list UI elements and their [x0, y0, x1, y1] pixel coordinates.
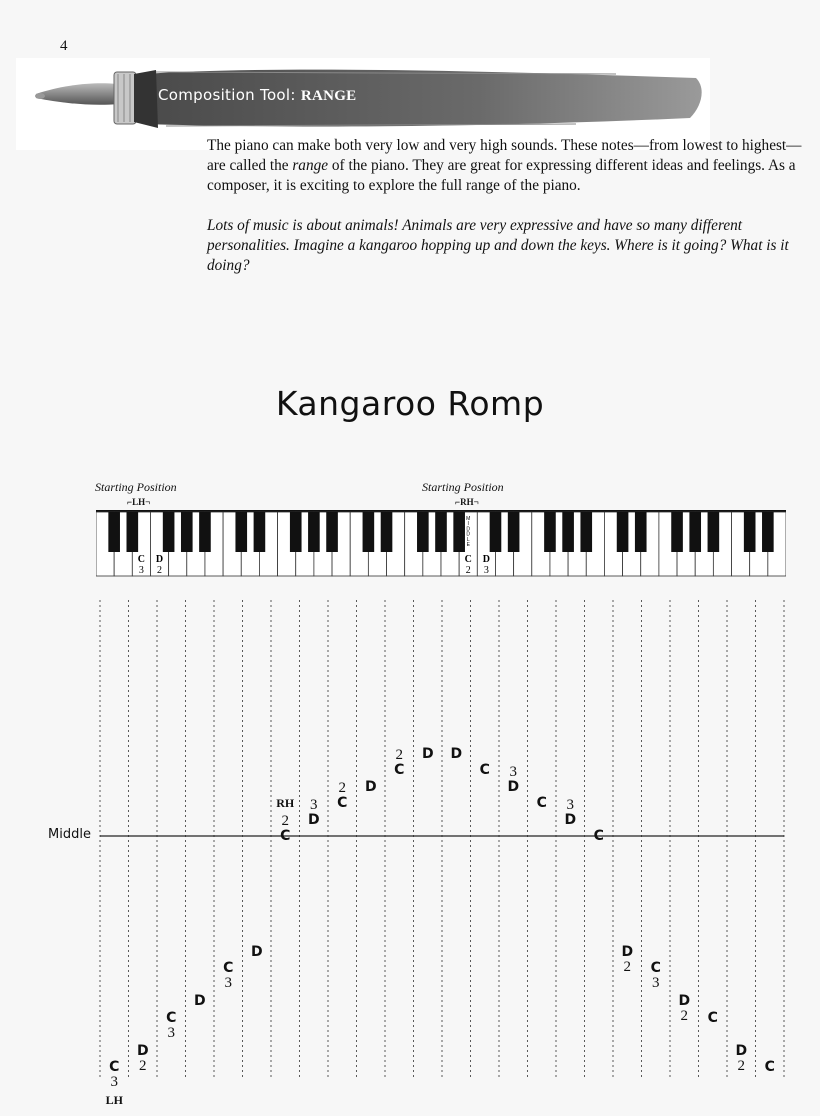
- rh-bracket-label: RH: [460, 497, 474, 507]
- piano-keyboard: [96, 510, 786, 578]
- note-c: C: [593, 828, 604, 844]
- rh-bracket: ⌐RH¬: [455, 497, 479, 507]
- finger-number: 3: [310, 796, 318, 813]
- black-key: [435, 512, 447, 552]
- black-key: [381, 512, 393, 552]
- black-key: [235, 512, 247, 552]
- finger-number: 2: [338, 780, 346, 796]
- finger-number: 3: [167, 1024, 175, 1041]
- black-key: [127, 512, 139, 552]
- black-key: [490, 512, 502, 552]
- lh-key-d-finger: 2: [157, 565, 163, 576]
- note-d: D: [450, 745, 463, 762]
- note-c: C: [707, 1009, 718, 1026]
- lh-key-c-finger: 3: [138, 565, 144, 576]
- finger-number: 2: [623, 958, 631, 975]
- middle-c-vertical-letter: I: [467, 521, 469, 528]
- note-d: D: [678, 993, 691, 1009]
- lh-key-d-note: D: [155, 554, 164, 565]
- intro-p1-a: The piano can make both very low and very high sounds. These notes—from lowest to highest—are called the: [207, 137, 802, 174]
- lh-key-c-note: C: [137, 554, 146, 565]
- finger-number: 2: [139, 1057, 147, 1074]
- finger-number: 3: [224, 975, 232, 991]
- black-key: [562, 512, 574, 552]
- lh-bracket-label: LH: [132, 497, 146, 507]
- black-key: [580, 512, 592, 552]
- black-key: [181, 512, 193, 552]
- black-key: [308, 512, 320, 552]
- finger-number: 3: [110, 1074, 118, 1090]
- black-key: [363, 512, 375, 552]
- intro-p1-b: of the piano. They are great for expressing different ideas and feelings. As a composer, it is exciting to explore the full range of the piano.: [207, 157, 796, 194]
- note-c: C: [337, 795, 348, 811]
- note-d: D: [564, 811, 577, 828]
- song-title: Kangaroo Romp: [275, 384, 545, 423]
- lh-bracket: ⌐LH¬: [127, 497, 151, 507]
- middle-c-key-finger: 2: [465, 565, 471, 576]
- black-key: [617, 512, 629, 552]
- middle-line-label: Middle: [48, 827, 91, 842]
- finger-number: 2: [395, 747, 403, 763]
- note-d: D: [421, 745, 434, 762]
- hand-label-lh: LH: [105, 1093, 123, 1107]
- note-c: C: [109, 1059, 120, 1075]
- note-c: C: [223, 960, 234, 976]
- middle-c-vertical-letter: E: [466, 542, 470, 548]
- middle-c-vertical-letter: L: [466, 536, 470, 543]
- note-c: C: [280, 828, 291, 844]
- intro-paragraph-2: Lots of music is about animals! Animals are very expressive and have so many different personalities. Imagine a kangaroo hopping up and down the keys. Where is it going? What is it doing?: [207, 217, 789, 274]
- intro-p1-range: range: [292, 157, 329, 174]
- starting-position-left: Starting Position: [95, 480, 177, 494]
- black-key: [671, 512, 683, 552]
- starting-position-right: Starting Position: [422, 480, 504, 494]
- note-d: D: [364, 778, 377, 795]
- finger-number: 3: [652, 975, 660, 991]
- middle-c-vertical-letter: D: [466, 531, 471, 538]
- note-c: C: [166, 1009, 177, 1026]
- intro-text: [207, 136, 807, 276]
- note-d: D: [735, 1042, 748, 1059]
- note-c: C: [394, 762, 405, 778]
- note-c: C: [536, 795, 547, 811]
- finger-number: 2: [281, 813, 289, 829]
- finger-number: 3: [509, 763, 517, 780]
- black-key: [108, 512, 120, 552]
- note-c: C: [479, 762, 490, 778]
- black-key: [290, 512, 302, 552]
- banner-title-range: RANGE: [300, 88, 357, 104]
- middle-c-key-note: C: [464, 554, 472, 565]
- note-c: C: [764, 1059, 775, 1075]
- intro-paragraph-1: [207, 136, 807, 196]
- note-d: D: [621, 943, 634, 960]
- rh-key-d-note: D: [482, 554, 491, 565]
- black-key: [689, 512, 701, 552]
- black-key: [635, 512, 647, 552]
- banner-title: [158, 86, 356, 105]
- black-key: [199, 512, 211, 552]
- black-key: [708, 512, 720, 552]
- finger-number: 2: [680, 1008, 688, 1024]
- black-key: [508, 512, 520, 552]
- page-number: 4: [60, 38, 68, 54]
- black-key: [163, 512, 175, 552]
- black-key: [326, 512, 338, 552]
- black-key: [417, 512, 429, 552]
- finger-number: 3: [566, 796, 574, 813]
- middle-c-vertical-letter: D: [466, 526, 471, 533]
- note-d: D: [136, 1042, 149, 1059]
- black-key: [744, 512, 756, 552]
- black-key: [762, 512, 774, 552]
- black-key: [254, 512, 266, 552]
- note-d: D: [507, 778, 520, 795]
- black-key: [544, 512, 556, 552]
- middle-c-vertical-letter: M: [466, 516, 471, 522]
- note-c: C: [650, 960, 661, 976]
- rh-key-d-finger: 3: [483, 565, 489, 576]
- note-d: D: [250, 943, 263, 960]
- banner-title-prefix: Composition Tool:: [158, 86, 301, 104]
- finger-number: 2: [737, 1057, 745, 1074]
- black-key: [453, 512, 465, 552]
- note-d: D: [307, 811, 320, 828]
- hand-label-rh: RH: [276, 796, 295, 810]
- note-d: D: [193, 993, 206, 1009]
